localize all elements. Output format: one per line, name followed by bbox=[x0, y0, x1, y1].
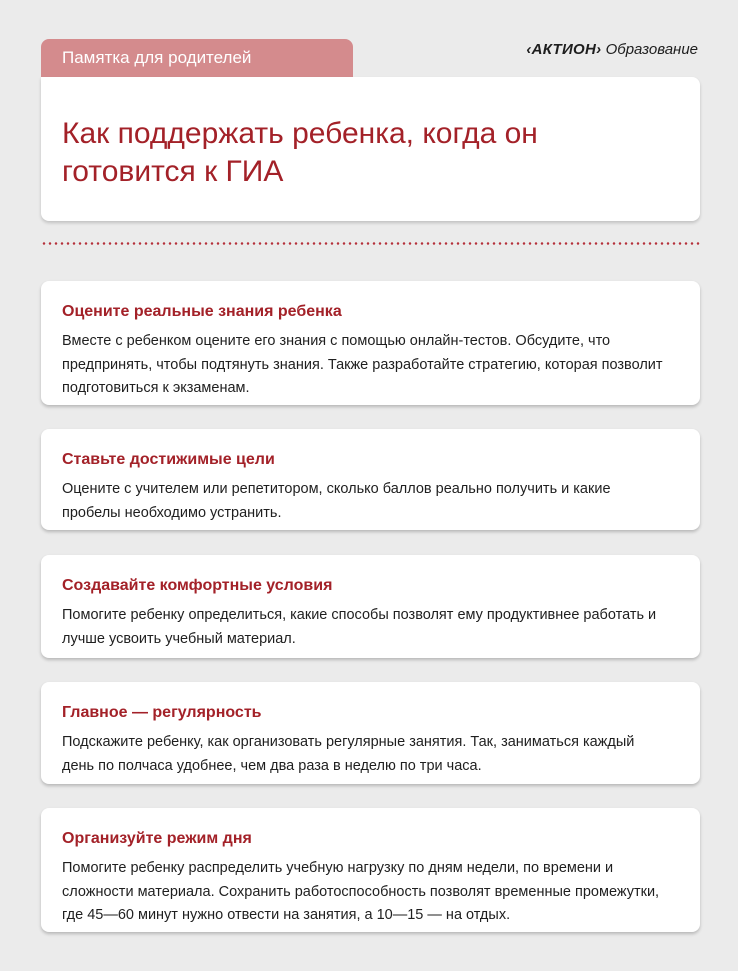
tip-text: Помогите ребенку распределить учебную нагрузку по дням недели, по времени и сложности материала. Сохранить работоспособность позволят временные промежутки, где 45—60 минут нужно отвести на занятия, а 10—15 — на отдых. bbox=[62, 860, 660, 923]
brand-logo-text: Образование bbox=[605, 41, 698, 58]
tip-text: Подскажите ребенку, как организовать регулярные занятия. Так, заниматься каждый день по полчаса удобнее, чем два раза в неделю по три часа. bbox=[62, 734, 635, 774]
tip-card-5 bbox=[41, 808, 700, 932]
tip-title: Главное — регулярность bbox=[62, 704, 262, 721]
tip-text: Оцените с учителем или репетитором, сколько баллов реально получить и какие пробелы необходимо устранить. bbox=[62, 481, 611, 521]
tip-text: Вместе с ребенком оцените его знания с помощью онлайн-тестов. Обсудите, что предпринять, чтобы подтянуть знания. Также разработайте стратегию, которая позволит подготовиться к экзаменам. bbox=[62, 333, 663, 396]
tip-title: Создавайте комфортные условия bbox=[62, 577, 333, 594]
tip-title: Организуйте режим дня bbox=[62, 830, 252, 847]
dotted-divider bbox=[41, 242, 700, 245]
page-title: Как поддержать ребенка, когда он готовится к ГИА bbox=[62, 117, 538, 188]
memo-tag: Памятка для родителей bbox=[41, 39, 353, 77]
tip-text: Помогите ребенку определиться, какие способы позволят ему продуктивнее работать и лучше усвоить учебный материал. bbox=[62, 607, 657, 647]
tip-card-2 bbox=[41, 429, 700, 530]
brand-logo bbox=[526, 39, 698, 61]
title-card bbox=[41, 77, 700, 221]
brand-logo-mark: ‹АКТИОН› bbox=[526, 41, 602, 58]
tip-card-3 bbox=[41, 555, 700, 658]
tip-card-4 bbox=[41, 682, 700, 784]
tip-title: Ставьте достижимые цели bbox=[62, 451, 275, 468]
tip-title: Оцените реальные знания ребенка bbox=[62, 303, 342, 320]
tip-card-1 bbox=[41, 281, 700, 405]
